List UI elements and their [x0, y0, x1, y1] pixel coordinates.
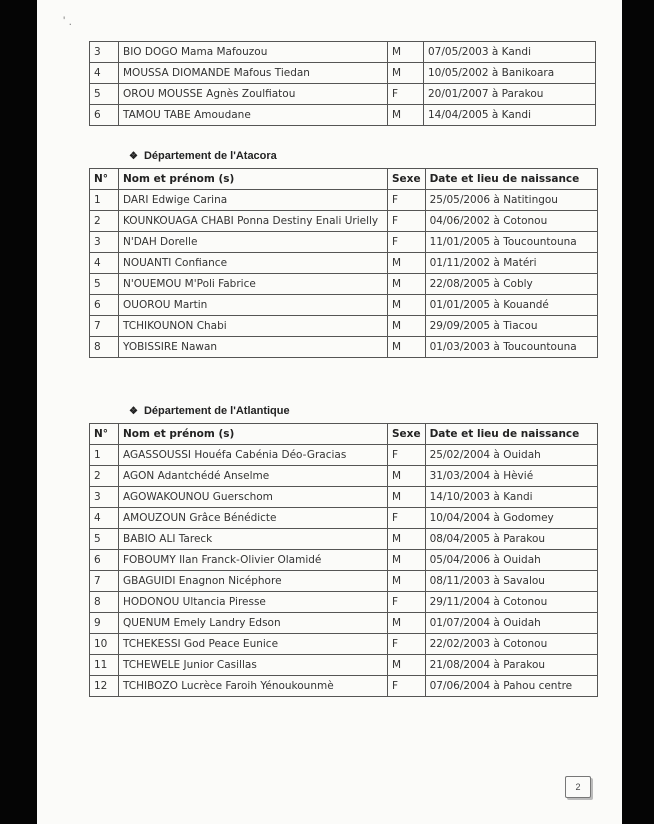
cell-name: AGOWAKOUNOU Guerschom	[119, 487, 388, 508]
cell-name: AGON Adantchédé Anselme	[119, 466, 388, 487]
cell-name: TCHEKESSI God Peace Eunice	[119, 634, 388, 655]
table-row	[90, 445, 598, 466]
diamond-bullet-icon: ❖	[129, 406, 138, 417]
cell-name: DARI Edwige Carina	[119, 190, 388, 211]
cell-name: HODONOU Ultancia Piresse	[119, 592, 388, 613]
cell-sex: M	[388, 466, 426, 487]
cell-num: 3	[90, 487, 119, 508]
cell-num: 4	[90, 63, 119, 84]
table-row	[90, 253, 598, 274]
table-atlantique	[89, 423, 598, 697]
cell-birth: 07/06/2004 à Pahou centre	[425, 676, 597, 697]
cell-num: 9	[90, 613, 119, 634]
table-row	[90, 550, 598, 571]
cell-sex: M	[388, 105, 424, 126]
cell-birth: 29/11/2004 à Cotonou	[425, 592, 597, 613]
cell-birth: 31/03/2004 à Hèvié	[425, 466, 597, 487]
cell-sex: M	[388, 42, 424, 63]
cell-name: TCHEWELE Junior Casillas	[119, 655, 388, 676]
cell-name: AMOUZOUN Grâce Bénédicte	[119, 508, 388, 529]
cell-num: 5	[90, 274, 119, 295]
table-row	[90, 42, 596, 63]
cell-birth: 01/01/2005 à Kouandé	[425, 295, 597, 316]
cell-num: 4	[90, 508, 119, 529]
table-row	[90, 211, 598, 232]
header-num: N°	[90, 169, 119, 190]
table-row	[90, 529, 598, 550]
cell-num: 2	[90, 466, 119, 487]
cell-num: 2	[90, 211, 119, 232]
cell-birth: 08/11/2003 à Savalou	[425, 571, 597, 592]
cell-sex: M	[388, 63, 424, 84]
section-heading-atlantique	[129, 405, 290, 417]
cell-birth: 25/05/2006 à Natitingou	[425, 190, 597, 211]
header-row	[90, 169, 598, 190]
cell-birth: 22/02/2003 à Cotonou	[425, 634, 597, 655]
heading-text: Département de l'Atlantique	[143, 405, 290, 417]
diamond-bullet-icon: ❖	[129, 151, 138, 162]
cell-name: N'OUEMOU M'Poli Fabrice	[119, 274, 388, 295]
cell-num: 6	[90, 105, 119, 126]
cell-name: AGASSOUSSI Houéfa Cabénia Déo-Gracias	[119, 445, 388, 466]
cell-num: 5	[90, 84, 119, 105]
cell-sex: F	[388, 445, 426, 466]
cell-sex: M	[388, 337, 426, 358]
cell-birth: 07/05/2003 à Kandi	[424, 42, 596, 63]
table-row	[90, 466, 598, 487]
cell-birth: 01/11/2002 à Matéri	[425, 253, 597, 274]
cell-name: BIO DOGO Mama Mafouzou	[119, 42, 388, 63]
cell-birth: 14/04/2005 à Kandi	[424, 105, 596, 126]
cell-birth: 01/03/2003 à Toucountouna	[425, 337, 597, 358]
table-row	[90, 190, 598, 211]
cell-name: N'DAH Dorelle	[119, 232, 388, 253]
header-birth: Date et lieu de naissance	[425, 169, 597, 190]
cell-name: BABIO ALI Tareck	[119, 529, 388, 550]
section-heading-atacora	[129, 150, 277, 162]
cell-name: NOUANTI Confiance	[119, 253, 388, 274]
header-name: Nom et prénom (s)	[119, 169, 388, 190]
cell-num: 11	[90, 655, 119, 676]
cell-sex: M	[388, 487, 426, 508]
cell-sex: M	[388, 655, 426, 676]
table-row	[90, 316, 598, 337]
cell-birth: 04/06/2002 à Cotonou	[425, 211, 597, 232]
cell-num: 10	[90, 634, 119, 655]
table-row	[90, 487, 598, 508]
table-row	[90, 84, 596, 105]
table-row	[90, 613, 598, 634]
cell-name: QUENUM Emely Landry Edson	[119, 613, 388, 634]
header-birth: Date et lieu de naissance	[425, 424, 597, 445]
cell-name: GBAGUIDI Enagnon Nicéphore	[119, 571, 388, 592]
table-row	[90, 232, 598, 253]
cell-sex: M	[388, 295, 426, 316]
cell-num: 7	[90, 571, 119, 592]
cell-name: TAMOU TABE Amoudane	[119, 105, 388, 126]
cell-sex: F	[388, 676, 426, 697]
table-row	[90, 105, 596, 126]
table-row	[90, 337, 598, 358]
cell-sex: M	[388, 253, 426, 274]
document-page	[37, 0, 622, 824]
cell-sex: F	[388, 232, 426, 253]
cell-num: 3	[90, 232, 119, 253]
cell-name: OROU MOUSSE Agnès Zoulfiatou	[119, 84, 388, 105]
cell-num: 6	[90, 295, 119, 316]
cell-name: FOBOUMY Ilan Franck-Olivier Olamidé	[119, 550, 388, 571]
table-row	[90, 634, 598, 655]
cell-sex: F	[388, 211, 426, 232]
cell-num: 8	[90, 337, 119, 358]
cell-birth: 21/08/2004 à Parakou	[425, 655, 597, 676]
cell-num: 7	[90, 316, 119, 337]
page-number: 2	[565, 776, 591, 798]
cell-name: MOUSSA DIOMANDE Mafous Tiedan	[119, 63, 388, 84]
cell-birth: 29/09/2005 à Tiacou	[425, 316, 597, 337]
cell-sex: M	[388, 613, 426, 634]
cell-sex: F	[388, 84, 424, 105]
cell-birth: 14/10/2003 à Kandi	[425, 487, 597, 508]
cell-num: 1	[90, 190, 119, 211]
cell-name: YOBISSIRE Nawan	[119, 337, 388, 358]
heading-text: Département de l'Atacora	[143, 150, 277, 162]
table-row	[90, 63, 596, 84]
table-row	[90, 274, 598, 295]
cell-name: TCHIBOZO Lucrèce Faroih Yénoukounmè	[119, 676, 388, 697]
cell-birth: 25/02/2004 à Ouidah	[425, 445, 597, 466]
table-row	[90, 508, 598, 529]
cell-sex: F	[388, 634, 426, 655]
cell-sex: F	[388, 190, 426, 211]
corner-mark: ' .	[63, 14, 72, 28]
header-name: Nom et prénom (s)	[119, 424, 388, 445]
cell-num: 4	[90, 253, 119, 274]
header-num: N°	[90, 424, 119, 445]
cell-birth: 01/07/2004 à Ouidah	[425, 613, 597, 634]
header-row	[90, 424, 598, 445]
cell-birth: 10/05/2002 à Banikoara	[424, 63, 596, 84]
cell-num: 1	[90, 445, 119, 466]
cell-birth: 10/04/2004 à Godomey	[425, 508, 597, 529]
cell-sex: M	[388, 571, 426, 592]
cell-num: 6	[90, 550, 119, 571]
cell-num: 8	[90, 592, 119, 613]
header-sex: Sexe	[388, 169, 426, 190]
cell-name: KOUNKOUAGA CHABI Ponna Destiny Enali Urielly	[119, 211, 388, 232]
table-row	[90, 592, 598, 613]
cell-birth: 11/01/2005 à Toucountouna	[425, 232, 597, 253]
cell-birth: 22/08/2005 à Cobly	[425, 274, 597, 295]
cell-sex: F	[388, 508, 426, 529]
cell-birth: 20/01/2007 à Parakou	[424, 84, 596, 105]
header-sex: Sexe	[388, 424, 426, 445]
table-row	[90, 676, 598, 697]
cell-num: 5	[90, 529, 119, 550]
cell-num: 12	[90, 676, 119, 697]
table-row	[90, 655, 598, 676]
cell-birth: 05/04/2006 à Ouidah	[425, 550, 597, 571]
cell-sex: M	[388, 550, 426, 571]
table-atacora	[89, 168, 598, 358]
table-continued	[89, 41, 596, 126]
cell-num: 3	[90, 42, 119, 63]
cell-sex: M	[388, 529, 426, 550]
cell-name: OUOROU Martin	[119, 295, 388, 316]
cell-birth: 08/04/2005 à Parakou	[425, 529, 597, 550]
table-row	[90, 571, 598, 592]
table-row	[90, 295, 598, 316]
cell-sex: M	[388, 316, 426, 337]
cell-name: TCHIKOUNON Chabi	[119, 316, 388, 337]
cell-sex: M	[388, 274, 426, 295]
cell-sex: F	[388, 592, 426, 613]
